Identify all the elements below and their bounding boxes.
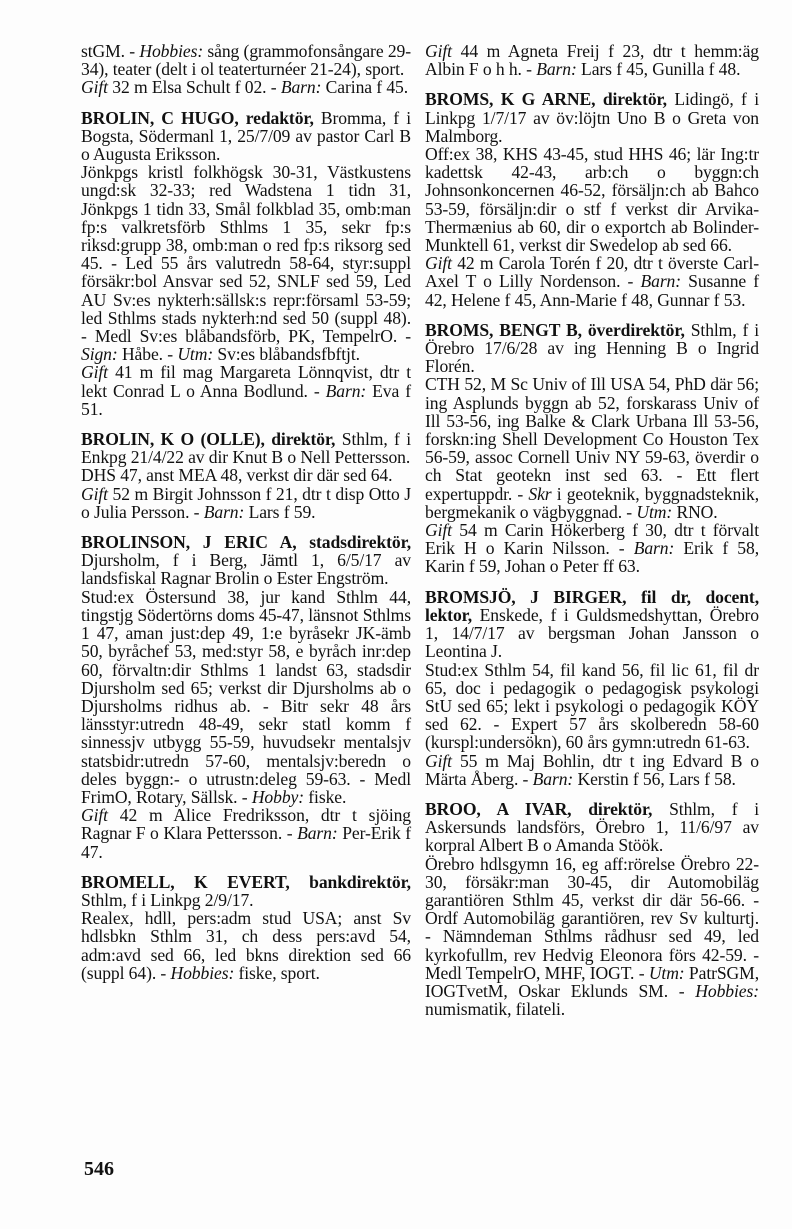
field-label: Barn: bbox=[280, 77, 322, 98]
field-label: Barn: bbox=[297, 823, 338, 844]
field-label: Gift bbox=[425, 520, 452, 541]
entry-paragraph: Stud:ex Östersund 38, jur kand Sthlm 44, tingstjg Södertörns doms 45-47, länsnot Sthlms 1 47, aman just:dep 49, 1:e byråsekr JK-ämb 50, byråchef 53, med:styr 58, e byråch inr:dep 60, förvaltn:dir Sthlms 1 landst 63, stadsdir Djursholm sed 65; verkst dir Djursholms ab o Djursholms ridhus ab. - Bitr sekr 48 års länsstyr:utredn 48-49, sekr statl komm f sinnessjv utbygg 55-59, huvudsekr mentalsjv statsbidr:utredn 57-60, mentalsjv:beredn o deles byggn:- o utrustn:deleg 59-63. - Medl FrimO, Rotary, Sällsk. - Hobby: fiske. bbox=[81, 586, 411, 807]
biography-entry bbox=[81, 109, 411, 418]
field-label: Gift bbox=[81, 77, 108, 98]
entry-heading: BROLIN, C HUGO, redaktör, bbox=[81, 107, 314, 128]
biography-entry bbox=[425, 800, 759, 1018]
entry-intro: BROLIN, C HUGO, redaktör, Bromma, f i Bogsta, Södermanl 1, 25/7/09 av pastor Carl B o Augusta Eriksson. bbox=[81, 107, 411, 165]
left-column bbox=[81, 42, 411, 982]
field-label: Barn: bbox=[532, 768, 574, 789]
field-label: Hobbies: bbox=[695, 980, 759, 1001]
entry-paragraph: Off:ex 38, KHS 43-45, stud HHS 46; lär Ing:tr kadettsk 42-43, arb:ch o byggn:ch Johnsonkoncernen 46-52, försäljn:ch ab Bahco 53-59, försäljn:dir o stf f verkst dir Arvika-Thermænius ab 60, dir o exportch ab Bolinder-Munktell 61, verkst dir Swedelop ab sed 66. bbox=[425, 144, 759, 256]
entry-paragraph: Jönkpgs kristl folkhögsk 30-31, Västkustens ungd:sk 32-33; red Wadstena 1 tidn 31, Jönkpgs 1 tidn 33, Smål folkblad 35, omb:man fp:s valkretsförb Sthlms 1 35, sekr fp:s riksd:grupp 38, omb:man o red fp:s riksorg sed 45. - Led 55 års valutredn 58-64, styr:suppl försäkr:bol Ansvar sed 52, SNLF sed 59, Led AU Sv:es nykterh:sällsk:s repr:församl 53-59; led Sthlms stads nykterh:nd sed 50 (suppl 48). - Medl Sv:es blåbandsförb, PK, TempelrO. - Sign: Håbe. - Utm: Sv:es blåbandsfbftjt. bbox=[81, 162, 411, 365]
field-label: Skr bbox=[528, 483, 552, 504]
entry-paragraph: stGM. - Hobbies: sång (grammofonsångare 29-34), teater (delt i ol teaterturnéer 21-24), sport. bbox=[81, 41, 411, 80]
field-label: Barn: bbox=[325, 380, 367, 401]
field-label: Gift bbox=[425, 750, 452, 771]
entry-paragraph: Gift 42 m Alice Fredriksson, dtr t sjöing Ragnar F o Klara Pettersson. - Barn: Per-Erik f 47. bbox=[81, 805, 411, 862]
field-label: Barn: bbox=[203, 501, 245, 522]
entry-intro: BROMSJÖ, J BIRGER, fil dr, docent, lektor, Enskede, f i Guldsmedshyttan, Örebro 1, 14/7/17 av bergsman Johan Jansson o Leontina J. bbox=[425, 586, 759, 662]
entry-continuation bbox=[81, 42, 411, 97]
field-label: Gift bbox=[81, 805, 108, 826]
entry-heading: BROLINSON, J ERIC A, stadsdirektör, bbox=[81, 532, 411, 553]
page-number: 546 bbox=[84, 1158, 114, 1180]
field-label: Hobbies: bbox=[170, 962, 235, 983]
biography-entry bbox=[81, 533, 411, 861]
biography-entry bbox=[425, 588, 759, 788]
field-label: Utm: bbox=[648, 962, 685, 983]
field-label: Utm: bbox=[177, 344, 214, 365]
field-label: Barn: bbox=[633, 538, 675, 559]
entry-intro: BROMS, K G ARNE, direktör, Lidingö, f i Linkpg 1/7/17 av öv:löjtn Uno B o Greta von Malmborg. bbox=[425, 89, 759, 146]
entry-heading: BROMS, K G ARNE, direktör, bbox=[425, 89, 667, 110]
entry-paragraph: Gift 42 m Carola Torén f 20, dtr t överste Carl-Axel T o Lilly Nordenson. - Barn: Susanne f 42, Helene f 45, Ann-Marie f 48, Gunnar f 53. bbox=[425, 253, 760, 310]
entry-heading: BROO, A IVAR, direktör, bbox=[425, 798, 653, 819]
field-label: Gift bbox=[81, 483, 108, 504]
biography-entry bbox=[425, 90, 759, 308]
entry-paragraph: Gift 52 m Birgit Johnsson f 21, dtr t disp Otto J o Julia Persson. - Barn: Lars f 59. bbox=[81, 483, 411, 522]
field-label: Sign: bbox=[81, 344, 118, 365]
entry-heading: BROMELL, K EVERT, bankdirektör, bbox=[81, 871, 411, 892]
entry-continuation bbox=[425, 42, 759, 78]
biography-entry bbox=[81, 430, 411, 521]
entry-intro: BROMELL, K EVERT, bankdirektör, Sthlm, f i Linkpg 2/9/17. bbox=[81, 871, 411, 910]
entry-heading: BROMS, BENGT B, överdirektör, bbox=[425, 319, 685, 340]
entry-paragraph: Gift 41 m fil mag Margareta Lönnqvist, dtr t lekt Conrad L o Anna Bodlund. - Barn: Eva f 51. bbox=[81, 362, 411, 419]
entry-heading: BROMSJÖ, J BIRGER, fil dr, docent, lektor, bbox=[425, 586, 759, 625]
field-label: Barn: bbox=[536, 59, 577, 80]
entry-intro: BROLINSON, J ERIC A, stadsdirektör, Djursholm, f i Berg, Jämtl 1, 6/5/17 av landsfiskal Ragnar Brolin o Ester Engström. bbox=[81, 532, 411, 589]
entry-paragraph: Gift 32 m Elsa Schult f 02. - Barn: Carina f 45. bbox=[81, 77, 409, 98]
biography-entry bbox=[81, 873, 411, 982]
entry-paragraph: DHS 47, anst MEA 48, verkst dir där sed 64. bbox=[81, 465, 393, 486]
field-label: Hobbies: bbox=[139, 41, 204, 61]
field-label: Gift bbox=[425, 253, 452, 274]
field-label: Barn: bbox=[640, 271, 682, 292]
entry-heading: BROLIN, K O (OLLE), direktör, bbox=[81, 429, 336, 450]
field-label: Utm: bbox=[636, 501, 673, 522]
entry-paragraph: Gift 44 m Agneta Freij f 23, dtr t hemm:äg Albin F o h h. - Barn: Lars f 45, Gunilla f 48. bbox=[425, 41, 759, 80]
entry-intro: BROO, A IVAR, direktör, Sthlm, f i Askersunds landsförs, Örebro 1, 11/6/97 av korpral Albert B o Amanda Stöök. bbox=[425, 798, 759, 856]
entry-intro: BROLIN, K O (OLLE), direktör, Sthlm, f i Enkpg 21/4/22 av dir Knut B o Nell Pettersson. bbox=[81, 429, 411, 468]
right-column bbox=[425, 42, 759, 1018]
field-label: Gift bbox=[81, 362, 108, 383]
entry-paragraph: Realex, hdll, pers:adm stud USA; anst Sv hdlsbkn Sthlm 31, ch dess pers:avd 54, adm:avd sed 66, led bkns direktion sed 66 (suppl 64). - Hobbies: fiske, sport. bbox=[81, 908, 411, 983]
entry-paragraph: Gift 54 m Carin Hökerberg f 30, dtr t förvalt Erik H o Karin Nilsson. - Barn: Erik f 58, Karin f 59, Johan o Peter ff 63. bbox=[425, 520, 759, 577]
biography-entry bbox=[425, 321, 759, 576]
field-label: Gift bbox=[425, 41, 452, 61]
entry-paragraph: Gift 55 m Maj Bohlin, dtr t ing Edvard B o Märta Åberg. - Barn: Kerstin f 56, Lars f 58. bbox=[425, 750, 759, 789]
entry-paragraph: Örebro hdlsgymn 16, eg aff:rörelse Örebro 22-30, försäkr:man 30-45, dir Automobiläg garantiören Sthlm 45, verkst dir där 56-66. - Ordf Automobiläg garantiören, rev Sv kulturtj. - Nämndeman Sthlms rådhusr sed 49, led kyrkofullm, rev Hedvig Eleonora förs 42-59. - Medl TempelrO, MHF, IOGT. - Utm: PatrSGM, IOGTvetM, Oskar Eklunds SM. - Hobbies: numismatik, filateli. bbox=[425, 853, 759, 1020]
field-label: Hobby: bbox=[251, 786, 304, 807]
entry-paragraph: Stud:ex Sthlm 54, fil kand 56, fil lic 61, fil dr 65, doc i pedagogik o pedagogisk psykologi StU sed 65; lekt i psykologi o pedagogik KÖY sed 62. - Expert 57 års skolberedn 58-60 (kurspl:undersökn), 60 års gymn:utredn 61-63. bbox=[425, 659, 759, 753]
entry-paragraph: CTH 52, M Sc Univ of Ill USA 54, PhD där 56; ing Asplunds byggn ab 52, forskarass Univ of Ill 53-56, ing Balke & Clark Urbana Ill 53-56, forskn:ing Shell Development Co Houston Tex 56-59, assoc Cornell Univ NY 59-63, överdir o ch Stat geotekn inst sed 63. - Ett flert expertuppdr. - Skr i geoteknik, byggnadsteknik, bergmekanik o vägbyggnad. - Utm: RNO. bbox=[425, 374, 759, 522]
entry-intro: BROMS, BENGT B, överdirektör, Sthlm, f i Örebro 17/6/28 av ing Henning B o Ingrid Florén. bbox=[425, 319, 759, 377]
